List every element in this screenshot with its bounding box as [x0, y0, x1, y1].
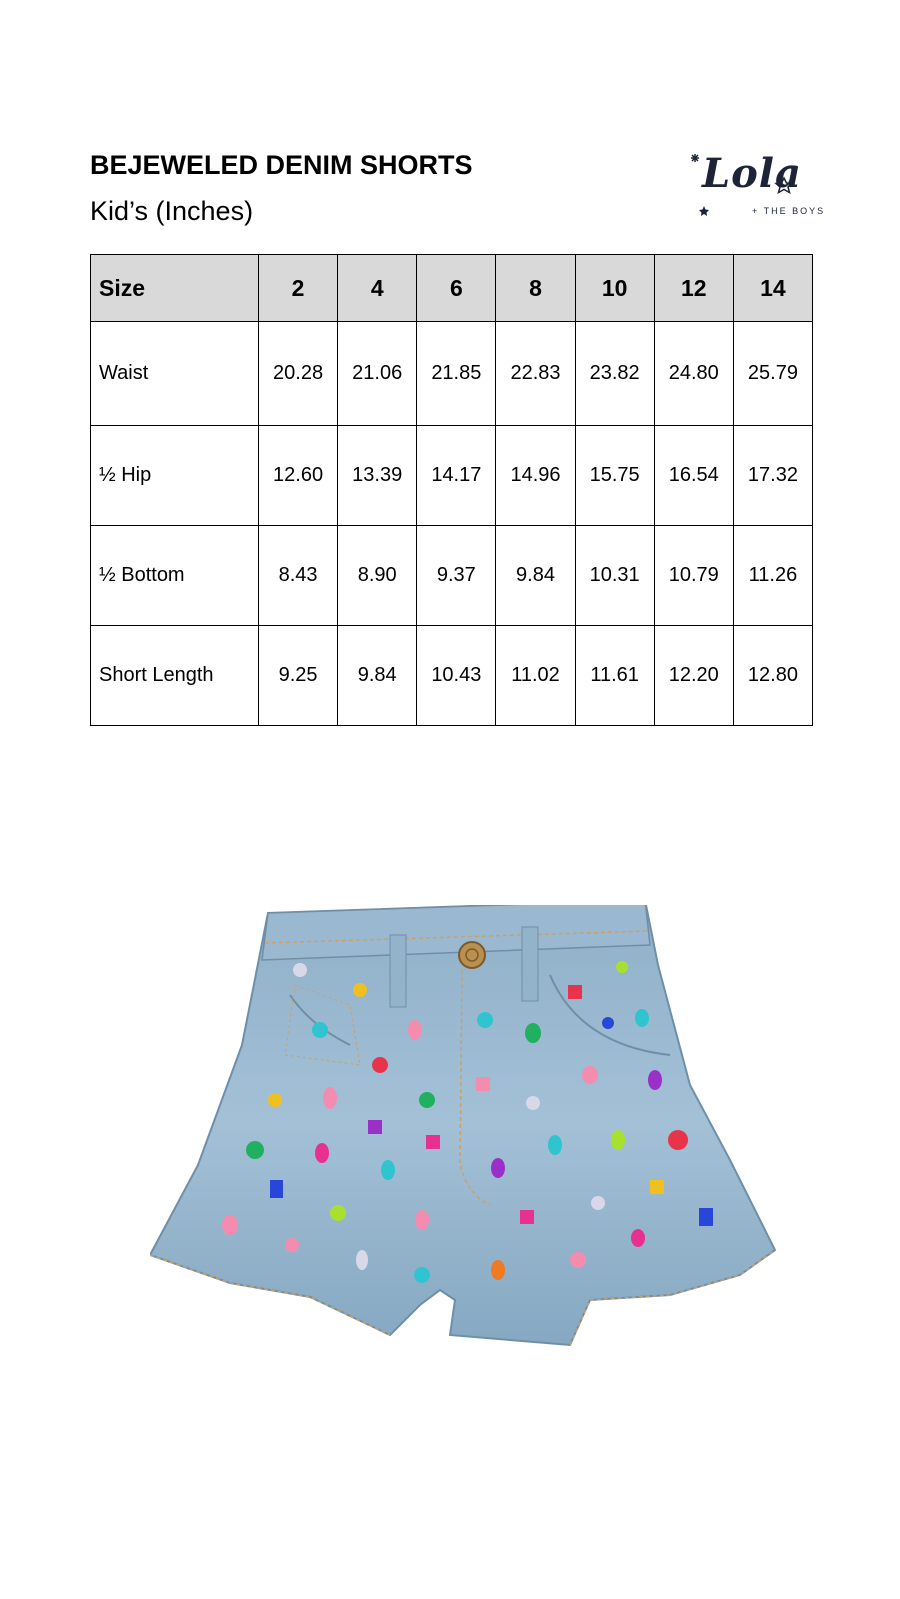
table-row-short-length [91, 626, 813, 726]
table-cell: 9.84 [338, 626, 417, 726]
table-cell: 10.43 [417, 626, 496, 726]
brand-logo [688, 148, 826, 226]
size-column-header: 12 [654, 255, 733, 322]
page-title: BEJEWELED DENIM SHORTS [90, 150, 473, 180]
table-cell: 22.83 [496, 322, 575, 426]
table-cell: 17.32 [733, 426, 812, 526]
table-cell: 9.25 [259, 626, 338, 726]
size-chart-table [90, 254, 813, 726]
table-row-half-hip [91, 426, 813, 526]
table-cell: 11.26 [733, 526, 812, 626]
size-column-header: 6 [417, 255, 496, 322]
size-header-label: Size [91, 255, 259, 322]
table-row-waist [91, 322, 813, 426]
size-column-header: 2 [259, 255, 338, 322]
table-cell: 9.84 [496, 526, 575, 626]
denim-shorts-image [150, 905, 790, 1375]
logo-tagline: + THE BOYS [752, 206, 826, 216]
table-cell: 23.82 [575, 322, 654, 426]
table-cell: 14.17 [417, 426, 496, 526]
table-cell: 25.79 [733, 322, 812, 426]
table-cell: 13.39 [338, 426, 417, 526]
row-label: Short Length [91, 626, 259, 726]
table-cell: 12.80 [733, 626, 812, 726]
row-label: Waist [91, 322, 259, 426]
table-cell: 12.60 [259, 426, 338, 526]
page-subtitle: Kid’s (Inches) [90, 196, 254, 226]
size-header-row [91, 255, 813, 322]
table-cell: 24.80 [654, 322, 733, 426]
button-icon [459, 942, 485, 968]
table-cell: 8.43 [259, 526, 338, 626]
table-cell: 11.02 [496, 626, 575, 726]
size-column-header: 10 [575, 255, 654, 322]
table-cell: 10.79 [654, 526, 733, 626]
table-cell: 10.31 [575, 526, 654, 626]
table-cell: 11.61 [575, 626, 654, 726]
row-label: ½ Bottom [91, 526, 259, 626]
size-column-header: 8 [496, 255, 575, 322]
size-column-header: 14 [733, 255, 812, 322]
logo-wordmark: Lola [702, 150, 802, 197]
table-cell: 20.28 [259, 322, 338, 426]
table-cell: 12.20 [654, 626, 733, 726]
table-cell: 9.37 [417, 526, 496, 626]
table-cell: 21.06 [338, 322, 417, 426]
row-label: ½ Hip [91, 426, 259, 526]
table-cell: 16.54 [654, 426, 733, 526]
table-cell: 15.75 [575, 426, 654, 526]
table-cell: 8.90 [338, 526, 417, 626]
table-row-half-bottom [91, 526, 813, 626]
table-cell: 14.96 [496, 426, 575, 526]
size-column-header: 4 [338, 255, 417, 322]
table-cell: 21.85 [417, 322, 496, 426]
